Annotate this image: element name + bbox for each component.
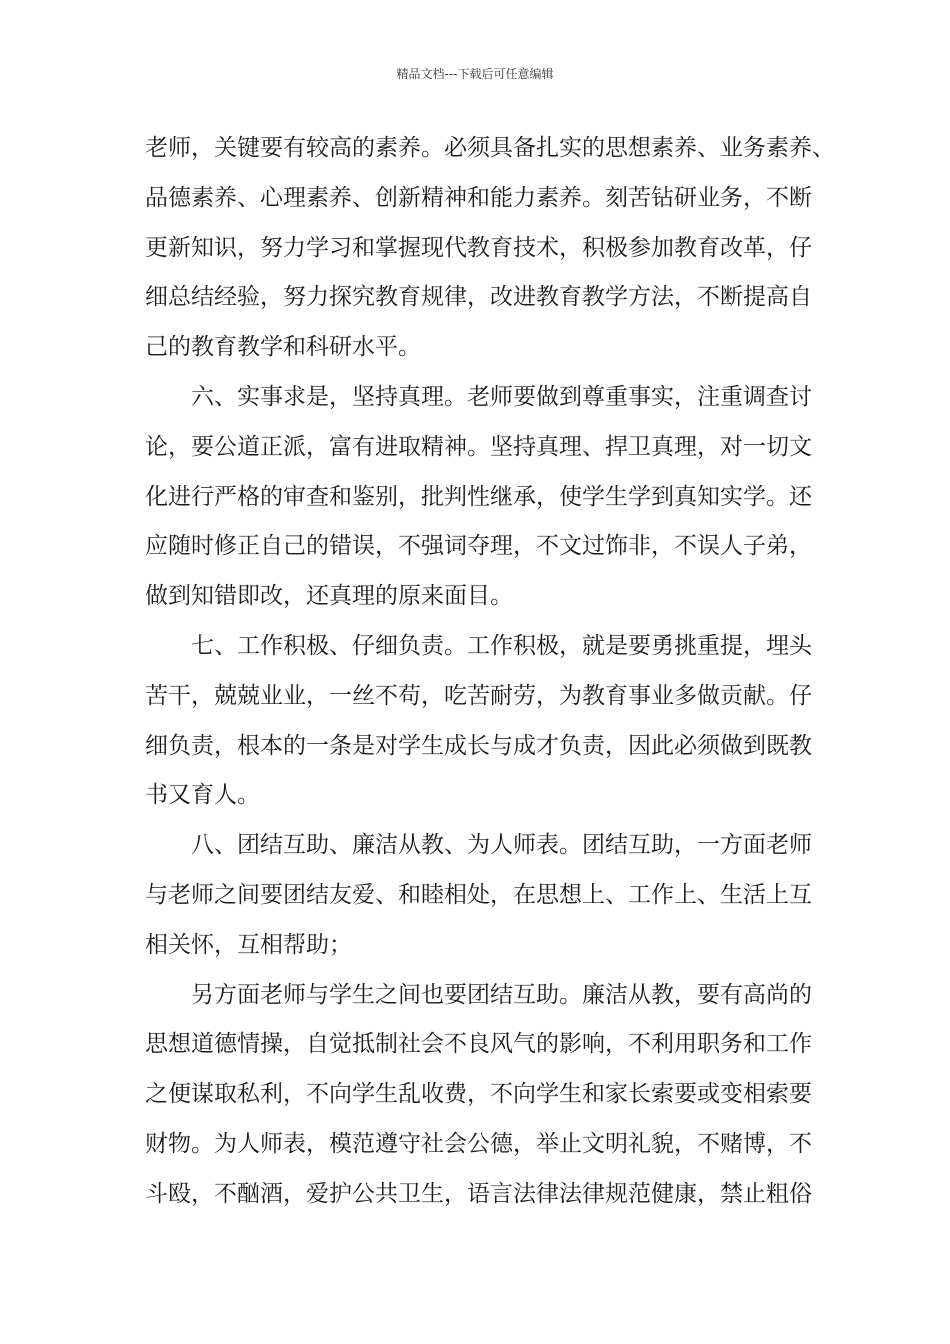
paragraph-eight-start: 八、团结互助、廉洁从教、为人师表。团结互助，一方面老师 bbox=[191, 832, 812, 859]
page-header: 精品文档---下载后可任意编辑 bbox=[396, 67, 554, 81]
text-line: 思想道德情操，自觉抵制社会不良风气的影响，不利用职务和工作 bbox=[145, 1031, 812, 1058]
text-line: 应随时修正自己的错误，不强词夺理，不文过饰非，不误人子弟， bbox=[145, 533, 812, 560]
text-line: 书又育人。 bbox=[145, 782, 260, 809]
text-line: 更新知识，努力学习和掌握现代教育技术，积极参加教育改革，仔 bbox=[145, 234, 812, 261]
text-line: 相关怀，互相帮助； bbox=[145, 931, 352, 958]
text-line: 论，要公道正派，富有进取精神。坚持真理、捍卫真理，对一切文 bbox=[145, 433, 812, 460]
text-line: 做到知错即改，还真理的原来面目。 bbox=[145, 583, 513, 610]
paragraph-other-side-start: 另方面老师与学生之间也要团结互助。廉洁从教，要有高尚的 bbox=[191, 981, 812, 1008]
text-line: 财物。为人师表，模范遵守社会公德，举止文明礼貌，不赌博，不 bbox=[145, 1130, 812, 1157]
paragraph-six-start: 六、实事求是，坚持真理。老师要做到尊重事实，注重调查讨 bbox=[191, 383, 812, 410]
text-line: 之便谋取私利，不向学生乱收费，不向学生和家长索要或变相索要 bbox=[145, 1081, 812, 1108]
text-line: 苦干，兢兢业业，一丝不苟，吃苦耐劳，为教育事业多做贡献。仔 bbox=[145, 682, 812, 709]
text-line: 与老师之间要团结友爱、和睦相处，在思想上、工作上、生活上互 bbox=[145, 881, 812, 908]
text-line: 细总结经验，努力探究教育规律，改进教育教学方法，不断提高自 bbox=[145, 284, 812, 311]
text-line: 老师，关键要有较高的素养。必须具备扎实的思想素养、业务素养、 bbox=[145, 135, 835, 161]
text-line: 细负责，根本的一条是对学生成长与成才负责，因此必须做到既教 bbox=[145, 732, 812, 759]
document-body bbox=[145, 124, 835, 1220]
text-line: 品德素养、心理素养、创新精神和能力素养。刻苦钻研业务，不断 bbox=[145, 184, 812, 211]
text-line: 斗殴，不酗酒，爱护公共卫生，语言法律法律规范健康，禁止粗俗 bbox=[145, 1180, 812, 1207]
text-line: 己的教育教学和科研水平。 bbox=[145, 334, 421, 361]
paragraph-seven-start: 七、工作积极、仔细负责。工作积极，就是要勇挑重提，埋头 bbox=[191, 632, 812, 659]
text-line: 化进行严格的审查和鉴别，批判性继承，使学生学到真知实学。还 bbox=[145, 483, 812, 510]
